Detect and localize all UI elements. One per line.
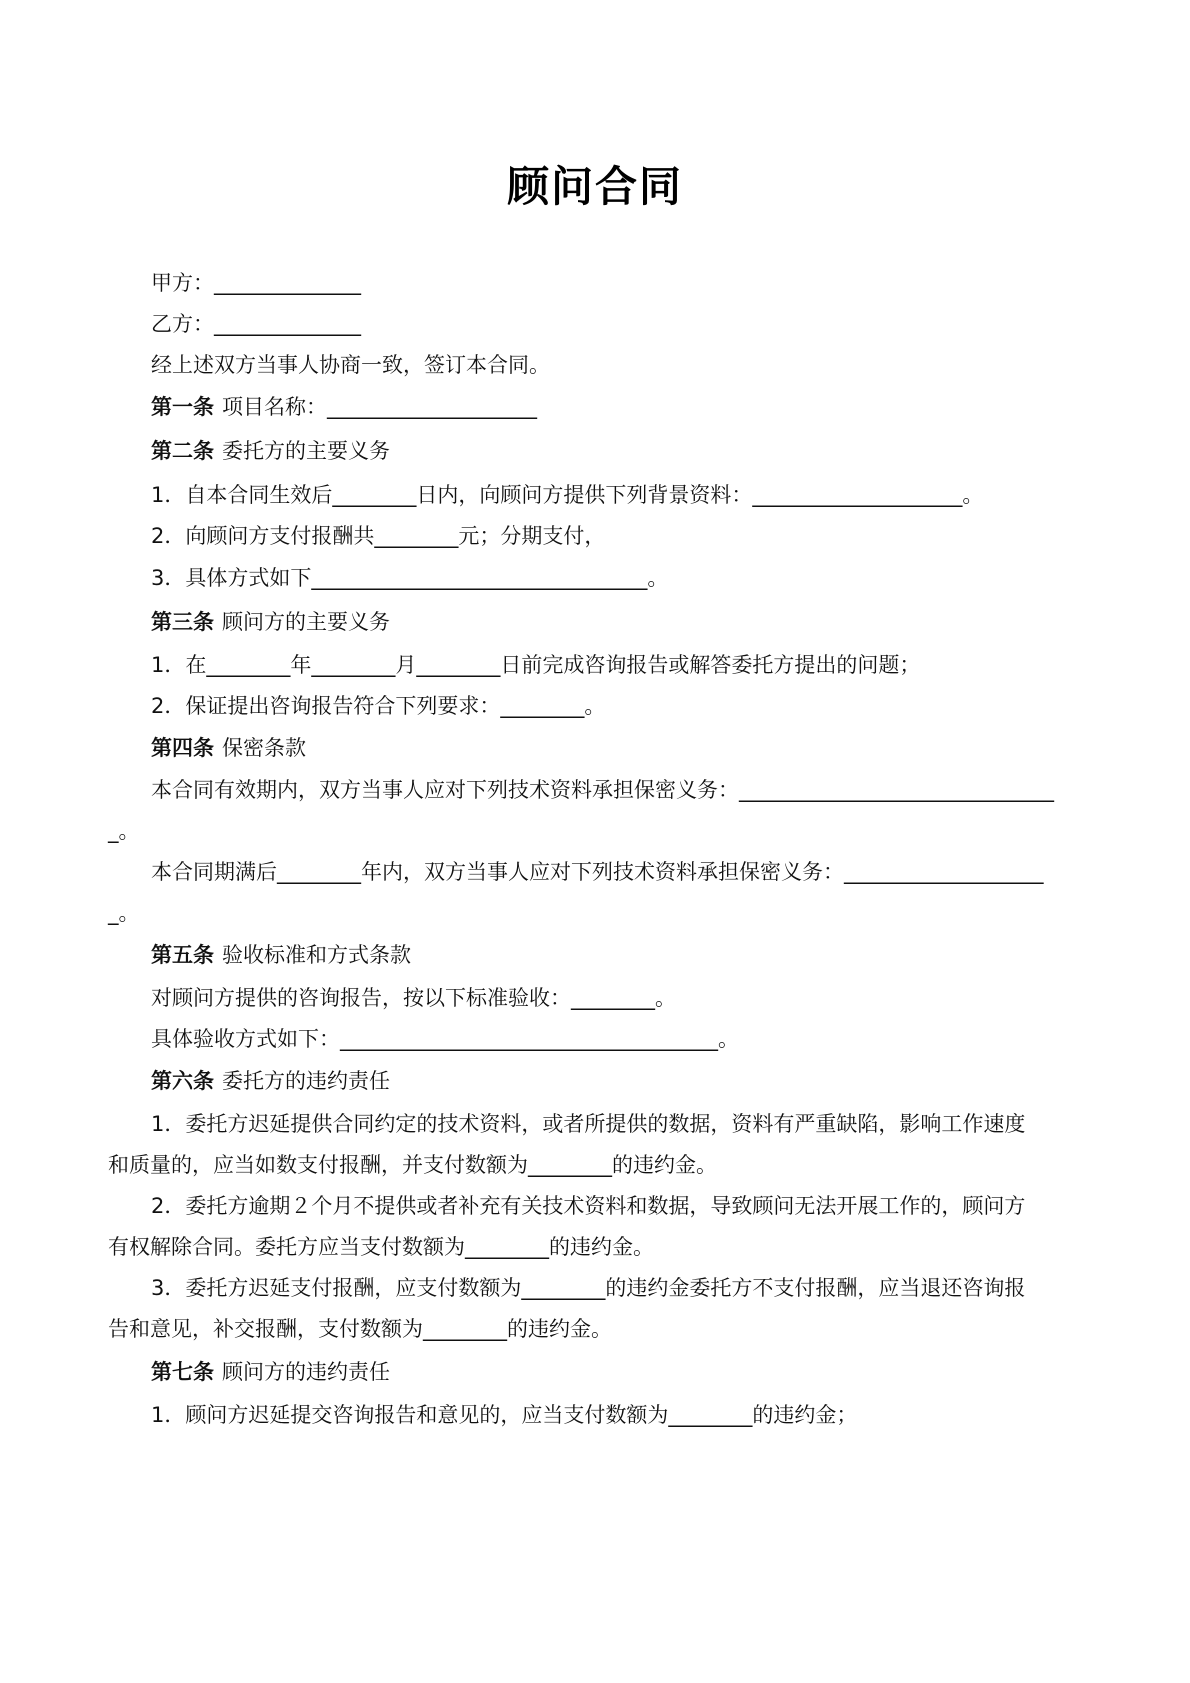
article-6 — [151, 1066, 390, 1096]
article-5-para-1: 对顾问方提供的咨询报告，按以下标准验收：________。 — [151, 986, 676, 1010]
article-2-heading: 第二条 — [151, 439, 214, 463]
party-b-line: 乙方：______________ — [151, 312, 361, 336]
article-5-heading: 第五条 — [151, 943, 214, 967]
article-6-heading: 第六条 — [151, 1069, 214, 1093]
document-title: 顾问合同 — [506, 162, 683, 211]
article-7 — [151, 1357, 390, 1387]
article-5 — [151, 940, 411, 970]
article-3-heading: 第三条 — [151, 610, 214, 634]
article-2-text: 委托方的主要义务 — [222, 439, 390, 463]
article-3-item-1: 1．在________年________月________日前完成咨询报告或解答委托方提出的问题； — [151, 653, 921, 677]
article-7-heading: 第七条 — [151, 1360, 214, 1384]
article-4-para-1: 本合同有效期内，双方当事人应对下列技术资料承担保密义务：______________________________ — [151, 778, 1054, 802]
article-6-text: 委托方的违约责任 — [222, 1069, 390, 1093]
article-6-item-1-cont: 和质量的，应当如数支付报酬，并支付数额为________的违约金。 — [108, 1153, 717, 1177]
article-3-item-2: 2．保证提出咨询报告符合下列要求：________。 — [151, 694, 606, 718]
article-4-para-2-end: _。 — [108, 901, 140, 925]
article-7-text: 顾问方的违约责任 — [222, 1360, 390, 1384]
article-6-item-1: 1．委托方迟延提供合同约定的技术资料，或者所提供的数据，资料有严重缺陷，影响工作速度 — [151, 1112, 1026, 1136]
article-4-heading: 第四条 — [151, 736, 214, 760]
article-6-item-2: 2．委托方逾期２个月不提供或者补充有关技术资料和数据，导致顾问无法开展工作的，顾问方 — [151, 1194, 1026, 1218]
article-2-item-3: 3．具体方式如下________________________________。 — [151, 566, 669, 590]
article-3-text: 顾问方的主要义务 — [222, 610, 390, 634]
article-2-item-1: 1．自本合同生效后________日内，向顾问方提供下列背景资料：____________________。 — [151, 483, 984, 507]
article-4-para-1-end: _。 — [108, 819, 140, 843]
article-1-heading: 第一条 — [151, 395, 214, 419]
article-5-text: 验收标准和方式条款 — [222, 943, 411, 967]
article-7-item-1: 1．顾问方迟延提交咨询报告和意见的，应当支付数额为________的违约金； — [151, 1403, 858, 1427]
article-6-item-3: 3．委托方迟延支付报酬，应支付数额为________的违约金委托方不支付报酬，应当退还咨询报 — [151, 1276, 1026, 1300]
article-5-para-2: 具体验收方式如下：____________________________________。 — [151, 1027, 739, 1051]
article-2-item-2: 2．向顾问方支付报酬共________元；分期支付， — [151, 524, 606, 548]
article-4-para-2: 本合同期满后________年内，双方当事人应对下列技术资料承担保密义务：___________________ — [151, 860, 1044, 884]
article-1 — [151, 392, 537, 422]
preamble-line: 经上述双方当事人协商一致，签订本合同。 — [151, 353, 550, 377]
article-4 — [151, 733, 306, 763]
article-1-text: 项目名称：____________________ — [222, 395, 537, 419]
article-6-item-2-cont: 有权解除合同。委托方应当支付数额为________的违约金。 — [108, 1235, 654, 1259]
article-4-text: 保密条款 — [222, 736, 306, 760]
article-2 — [151, 436, 390, 466]
article-3 — [151, 607, 390, 637]
article-6-item-3-cont: 告和意见，补交报酬，支付数额为________的违约金。 — [108, 1317, 612, 1341]
party-a-line: 甲方：______________ — [151, 271, 361, 295]
